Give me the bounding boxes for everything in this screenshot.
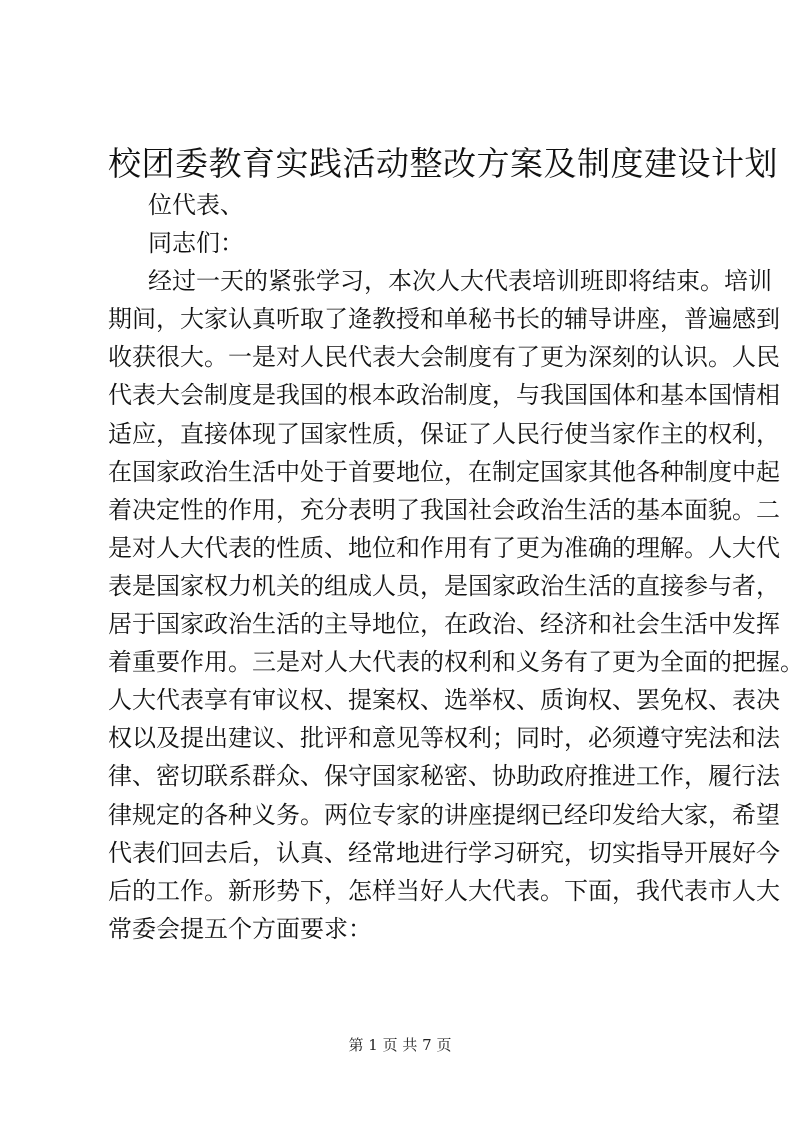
body-line: 适应，直接体现了国家性质，保证了人民行使当家作主的权利， [108, 419, 780, 448]
body-line: 收获很大。一是对人民代表大会制度有了更为深刻的认识。人民 [108, 343, 780, 372]
body-line: 着决定性的作用，充分表明了我国社会政治生活的基本面貌。二 [108, 495, 780, 524]
body-line: 居于国家政治生活的主导地位，在政治、经济和社会生活中发挥 [108, 610, 780, 639]
document-title: 校团委教育实践活动整改方案及制度建设计划 [108, 144, 778, 183]
body-line: 代表们回去后，认真、经常地进行学习研究，切实指导开展好今 [108, 838, 780, 867]
body-line: 律规定的各种义务。两位专家的讲座提纲已经印发给大家，希望 [108, 800, 780, 829]
salutation-line: 位代表、 [148, 191, 244, 219]
salutation-line: 同志们： [148, 229, 244, 258]
body-line: 后的工作。新形势下，怎样当好人大代表。下面，我代表市人大 [108, 876, 780, 905]
body-line: 期间，大家认真听取了逄教授和单秘书长的辅导讲座，普遍感到 [108, 305, 780, 334]
body-line: 着重要作用。三是对人大代表的权利和义务有了更为全面的把握。 [108, 648, 804, 677]
body-line: 权以及提出建议、批评和意见等权利；同时，必须遵守宪法和法 [108, 724, 780, 753]
document-body [108, 186, 804, 948]
page-number-footer: 第 1 页 共 7 页 [348, 1036, 452, 1054]
body-line: 经过一天的紧张学习，本次人大代表培训班即将结束。培训 [148, 267, 772, 296]
body-line: 人大代表享有审议权、提案权、选举权、质询权、罢免权、表决 [108, 686, 780, 715]
body-line: 表是国家权力机关的组成人员，是国家政治生活的直接参与者， [108, 571, 780, 600]
body-line: 律、密切联系群众、保守国家秘密、协助政府推进工作，履行法 [108, 762, 780, 791]
body-line: 是对人大代表的性质、地位和作用有了更为准确的理解。人大代 [108, 533, 780, 562]
body-line: 代表大会制度是我国的根本政治制度，与我国国体和基本国情相 [108, 381, 780, 410]
body-line: 在国家政治生活中处于首要地位，在制定国家其他各种制度中起 [108, 457, 780, 486]
body-line: 常委会提五个方面要求： [108, 914, 372, 943]
